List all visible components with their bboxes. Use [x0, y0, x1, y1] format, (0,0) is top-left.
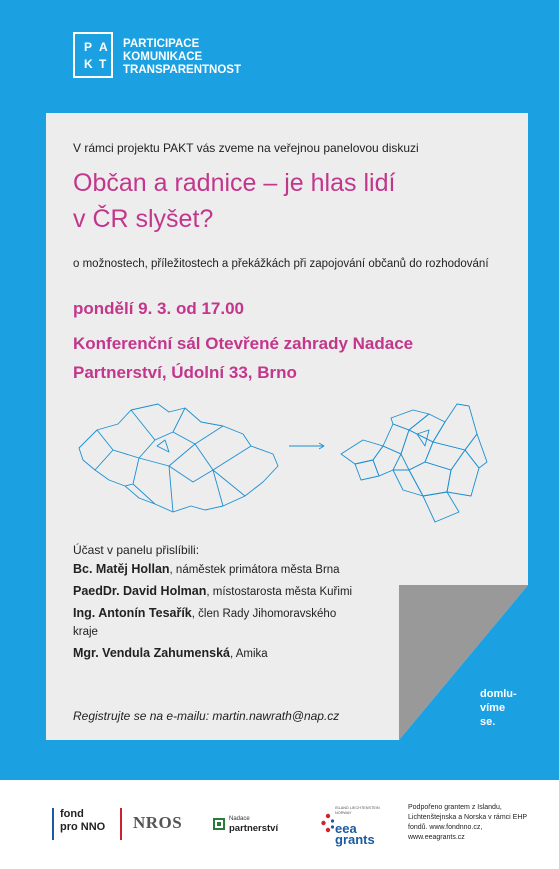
eea-word-line: grants [335, 832, 375, 847]
logo-letter-p: P [84, 40, 93, 54]
eea-countries: ISLAND LIECHTENSTEIN NORWAY [335, 806, 380, 815]
speaker-item [73, 560, 353, 579]
nadace-square-icon [213, 818, 225, 830]
speaker-item [73, 644, 353, 663]
speaker-name: PaedDr. David Holman [73, 584, 207, 598]
slogan-line: domlu- [480, 688, 517, 700]
speaker-name: Ing. Antonín Tesařík [73, 606, 192, 620]
logo-tagline [123, 38, 241, 77]
speaker-role: , náměstek primátora města Brna [169, 564, 340, 576]
event-datetime: pondělí 9. 3. od 17.00 [73, 299, 244, 318]
slogan-line: víme [480, 702, 506, 714]
registration-info: Registrujte se na e-mailu: martin.nawrath@nap.cz [73, 709, 340, 723]
venue-line: Konferenční sál Otevřené zahrady Nadace [73, 334, 414, 353]
slogan [480, 687, 517, 729]
speaker-name: Mgr. Vendula Zahumenská [73, 646, 230, 660]
speaker-role: , místostarosta města Kuřimi [206, 586, 353, 598]
logo-letter-t: T [99, 57, 107, 71]
speaker-item [73, 604, 353, 641]
panel-heading: Účast v panelu přislíbili: [73, 543, 200, 557]
speaker-role: , Amika [230, 648, 268, 660]
title-line: Občan a radnice – je hlas lidí [73, 169, 396, 197]
speaker-role: , člen Rady Jihomoravského kraje [73, 608, 337, 638]
fond-line: pro NNO [60, 821, 106, 833]
title-line: v ČR slyšet? [73, 205, 214, 233]
arrow-icon [289, 443, 324, 449]
nros-logo: NROS [133, 813, 183, 832]
eea-word-line: eea [335, 821, 357, 836]
nadace-partnerstvi-logo [213, 815, 278, 833]
map-illustration [73, 400, 493, 525]
fragmented-map [341, 404, 487, 522]
speaker-name: Bc. Matěj Hollan [73, 562, 170, 576]
intro-text: V rámci projektu PAKT vás zveme na veřejnou panelovou diskuzi [73, 141, 419, 155]
support-text: Podpořeno grantem z Islandu, Lichtenštejnska a Norska v rámci EHP fondů. www.fondnno.cz, www.eeagrants.cz [408, 804, 527, 841]
logo-divider [120, 808, 122, 840]
logo-letter-k: K [84, 57, 93, 71]
venue-line: Partnerství, Údolní 33, Brno [73, 363, 297, 382]
event-venue [73, 329, 513, 387]
eea-grants-wordmark [335, 823, 375, 845]
tagline-line: KOMUNIKACE [123, 51, 203, 63]
pakt-logo [73, 32, 113, 78]
fond-line: fond [60, 808, 84, 820]
slogan-line: se. [480, 716, 496, 728]
czech-map-outline [79, 404, 278, 512]
tagline-line: TRANSPARENTNOST [123, 64, 241, 76]
speaker-item [73, 582, 353, 601]
event-subtitle: o možnostech, příležitostech a překážkách při zapojování občanů do rozhodování [73, 258, 489, 270]
tagline-line: PARTICIPACE [123, 38, 200, 50]
speaker-list [73, 560, 353, 666]
fond-pro-nno-logo [52, 808, 105, 840]
event-title [73, 165, 513, 237]
logo-letter-a: A [99, 40, 108, 54]
nadace-small-text: Nadace [229, 816, 250, 822]
nadace-big-text: partnerství [229, 823, 279, 834]
